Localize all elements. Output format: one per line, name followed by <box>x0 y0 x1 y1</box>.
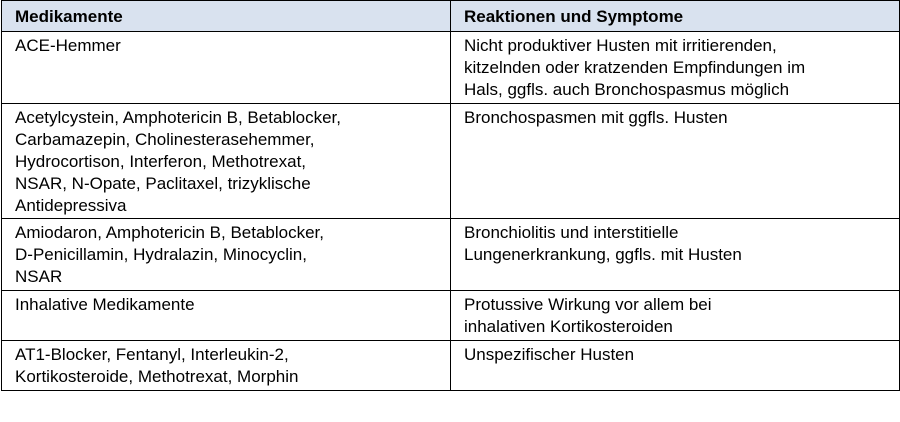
table-row <box>2 104 900 219</box>
cell-symptome: Bronchiolitis und interstitielle Lungenerkrankung, ggfls. mit Husten <box>451 219 900 291</box>
cell-medikamente: Inhalative Medikamente <box>2 291 451 341</box>
drug-reaction-table <box>1 0 900 391</box>
table-header-row <box>2 1 900 32</box>
cell-medikamente: AT1-Blocker, Fentanyl, Interleukin-2, Kortikosteroide, Methotrexat, Morphin <box>2 341 451 391</box>
column-header-medikamente: Medikamente <box>2 1 451 32</box>
table-row <box>2 219 900 291</box>
cell-medikamente: ACE-Hemmer <box>2 32 451 104</box>
table-row <box>2 291 900 341</box>
column-header-reaktionen: Reaktionen und Symptome <box>451 1 900 32</box>
cell-symptome: Unspezifischer Husten <box>451 341 900 391</box>
cell-symptome: Bronchospasmen mit ggfls. Husten <box>451 104 900 219</box>
cell-medikamente: Amiodaron, Amphotericin B, Betablocker, D-Penicillamin, Hydralazin, Minocyclin, NSAR <box>2 219 451 291</box>
table-row <box>2 32 900 104</box>
cell-symptome: Nicht produktiver Husten mit irritierenden, kitzelnden oder kratzenden Empfindungen im Hals, ggfls. auch Bronchospasmus möglich <box>451 32 900 104</box>
table-row <box>2 341 900 391</box>
cell-symptome: Protussive Wirkung vor allem bei inhalativen Kortikosteroiden <box>451 291 900 341</box>
cell-medikamente: Acetylcystein, Amphotericin B, Betablocker, Carbamazepin, Cholinesterasehemmer, Hydrocortison, Interferon, Methotrexat, NSAR, N-Opate, Paclitaxel, trizyklische Antidepressiva <box>2 104 451 219</box>
